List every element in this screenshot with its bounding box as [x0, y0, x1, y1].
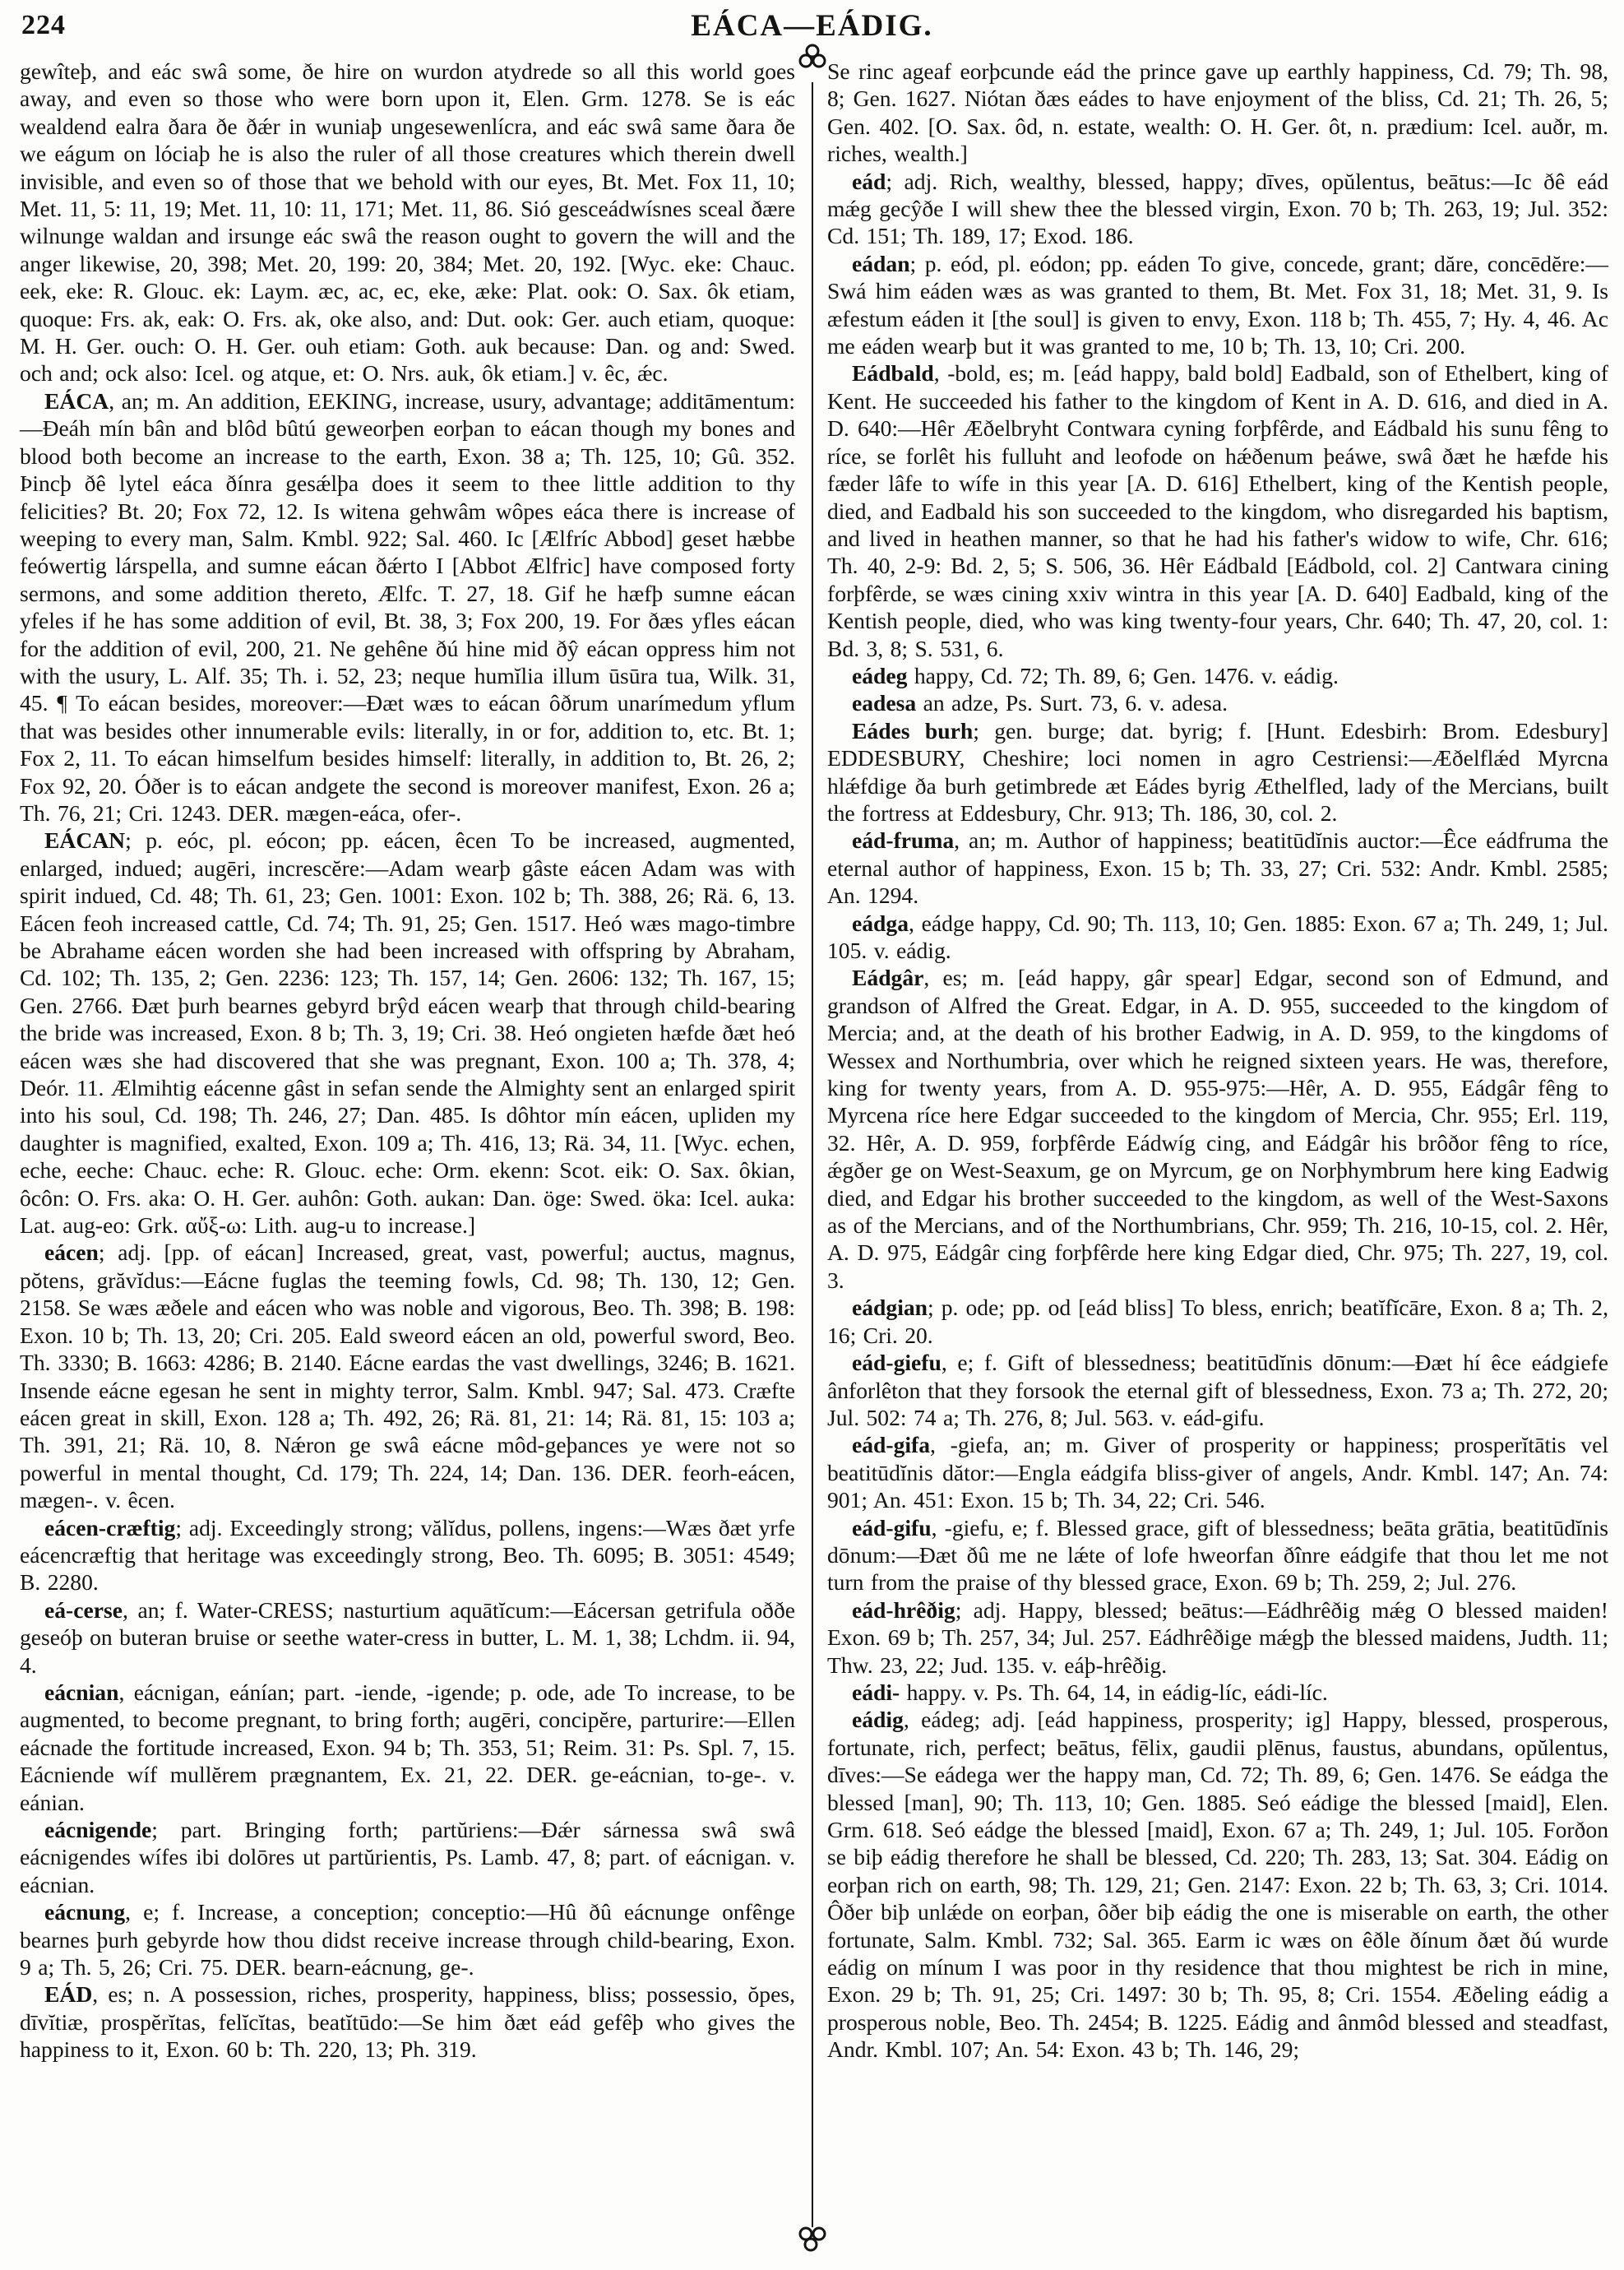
entry-body-text: , es; m. [eád happy, gâr spear] Edgar, second son of Edmund, and grandson of Alfred the Great. Edgar, in A. D. 955, succeeded to the kingdom of Mercia; and, at the death of his brother Eadwig, in A. D. 959, to the kingdoms of Wessex and Northumbria, over which he reigned sixteen years. He was, therefore, king for twenty years, from A. D. 955-975:—Hêr, A. D. 955, Eádgâr fêng to Myrcena ríce here Edgar succeeded to the kingdom of Mercia, Chr. 955; Erl. 119, 32. Hêr, A. D. 959, forþfêrde Eádwíg cing, and Eádgâr his brôðor fêng to ríce, ǽgðer ge on West-Seaxum, ge on Myrcum, ge on Norþhymbrum here king Eadwig died, and Edgar his brother succeeded to the kingdom, as well of the West-Saxons as of the Mercians, and of the Northumbrians, Chr. 959; Th. 216, 10-15, col. 2. Hêr, A. D. 975, Eádgâr cing forþfêrde here king Edgar died, Chr. 975; Th. 227, 19, col. 3.	[827, 965, 1608, 1293]
right-column	[827, 58, 1608, 2064]
entry-body-text: Se rinc ageaf eorþcunde eád the prince gave up earthly happiness, Cd. 79; Th. 98, 8; Gen. 1627. Niótan ðæs eádes to have enjoyment of the bliss, Cd. 21; Th. 26, 5; Gen. 402. [O. Sax. ôd, n. estate, wealth: O. H. Ger. ôt, n. prædium: Icel. auðr, m. riches, wealth.]	[827, 58, 1608, 167]
entry-body-text: , -giefa, an; m. Giver of prosperity or happiness; prosperĭtātis vel beatitūdĭnis dător:—Engla eádgifa bliss-giver of angels, Andr. Kmbl. 147; An. 74: 901; An. 451: Exon. 15 b; Th. 34, 22; Cri. 546.	[827, 1432, 1608, 1513]
continuation-paragraph	[827, 58, 1608, 168]
dictionary-entry	[827, 689, 1608, 716]
dictionary-entry	[827, 1294, 1608, 1349]
dictionary-entry	[20, 387, 795, 827]
headword: eádig	[852, 1707, 904, 1733]
headword: EÁD	[44, 1981, 93, 2008]
entry-body-text: , -giefu, e; f. Blessed grace, gift of blessedness; beāta grātia, beatitūdĭnis dōnum:—Ðæt ðû me ne lǽte of lofe hweorfan ðînre eádgife that thou let me not turn from the praise of thy blessed grace, Exon. 69 b; Th. 259, 2; Jul. 276.	[827, 1514, 1608, 1596]
entry-body-text: , eádge happy, Cd. 90; Th. 113, 10; Gen. 1885: Exon. 67 a; Th. 249, 1; Jul. 105. v. eádig.	[827, 910, 1608, 963]
dictionary-entry	[827, 1349, 1608, 1431]
entry-body-text: , an; m. An addition, EEKING, increase, usury, advantage; additāmentum:—Ðeáh mín bân and blôd bûtú geweorþen eorþan to eácan though my bones and blood both become an increase to the earth, Exon. 38 a; Th. 125, 10; Gû. 352. Þincþ ðê lytel eáca ðínra gesǽlþa does it seem to thee little addition to thy felicities? Bt. 20; Fox 72, 12. Is witena gehwâm wôpes eáca there is increase of weeping to every man, Salm. Kmbl. 922; Sal. 460. Ic [Ælfríc Abbod] geset hæbbe feówertig lárspella, and sumne eácan ðǽrto I [Abbot Ælfric] have composed forty sermons, and some addition thereto, Ælfc. T. 27, 18. Gif he hæfþ sumne eácan yfeles if he has some addition of evil, Bt. 38, 3; Fox 200, 19. For ðæs yfles eácan for the addition of evil, 200, 21. Ne gehêne ðú hine mid ðŷ eácan oppress him not with the usury, L. Alf. 35; Th. i. 52, 23; neque humĭlia illum ūsūra tua, Wilk. 31, 45. ¶ To eácan besides, moreover:—Ðæt wæs to eácan ôðrum unarímedum yflum that was besides other innumerable evils: literally, in or for, addition to, etc. Bt. 1; Fox 2, 11. To eácan himselfum besides himself: literally, in addition to, Bt. 26, 2; Fox 92, 20. Óðer is to eácan andgete the second is moreover manifest, Exon. 26 a; Th. 76, 21; Cri. 1243. DER. mægen-eáca, ofer-.	[20, 387, 795, 826]
dictionary-entry	[827, 1679, 1608, 1706]
dictionary-entry	[20, 1898, 795, 1980]
dictionary-entry	[827, 827, 1608, 909]
entry-body-text: , eádeg; adj. [eád happiness, prosperity; ig] Happy, blessed, prosperous, fortunate, rich, perfect; beātus, fēlix, gaudii plēnus, faustus, abundans, opŭlentus, dīves:—Se eádega wer the happy man, Cd. 72; Th. 89, 6; Gen. 1476. Se eádga the blessed [man], 90; Th. 113, 10; Gen. 1885. Seó eádige the blessed [maid], Elen. Grm. 618. Seó eádge the blessed [maid], Exon. 67 a; Th. 249, 1; Jul. 105. Forðon se biþ eádig therefore he shall be blessed, Cd. 220; Th. 283, 13; Sat. 304. Eádig on eorþan rich on earth, 98; Th. 129, 21; Gen. 2147: Exon. 22 b; Th. 63, 3; Cri. 1014. Ôðer biþ unlǽde on eorþan, ôðer biþ eádig the one is miserable on earth, the other fortunate, Salm. Kmbl. 732; Sal. 365. Earm ic wæs on êðle ðínum ðæt ðú wurde eádig on mínum I was poor in thy residence that thou mightest be rich in mine, Exon. 29 b; Th. 91, 25; Cri. 1497: 30 b; Th. 95, 8; Cri. 1554. Æðeling eádig a prosperous noble, Beo. Th. 2454; B. 1225. Eádig and ânmôd blessed and steadfast, Andr. Kmbl. 107; An. 54: Exon. 43 b; Th. 146, 29;	[827, 1707, 1608, 2063]
headword: eádga	[852, 910, 909, 936]
headword: Eádgâr	[852, 965, 924, 991]
continuation-paragraph	[20, 58, 795, 387]
entry-body-text: , es; n. A possession, riches, prosperity, happiness, bliss; possessio, ŏpes, dīvĭtiæ, prospĕrĭtas, felĭcĭtas, beatĭtūdo:—Se him ðæt eád gefêþ who gives the happiness to it, Exon. 60 b: Th. 220, 13; Ph. 319.	[20, 1981, 795, 2063]
dictionary-entry	[827, 168, 1608, 250]
dictionary-entry	[827, 964, 1608, 1294]
left-column	[20, 58, 795, 2064]
entry-body-text: happy, Cd. 72; Th. 89, 6; Gen. 1476. v. eádig.	[907, 662, 1339, 688]
entry-body-text: , -bold, es; m. [eád happy, bald bold] Eadbald, son of Ethelbert, king of Kent. He succeeded his father to the kingdom of Kent in A. D. 616, and died in A. D. 640:—Hêr Æðelbryht Contwara cyning forþfêrde, and Eádbald his sunu fêng to ríce, se forlêt his fulluht and leofode on hǽðenum þeáwe, swâ ðæt he hæfde his fæder lâfe to wífe in this year [A. D. 616] Ethelbert, king of the Kentish people, died, and Eadbald his son succeeded to the kingdom, who disregarded his baptism, and lived in heathen manner, so that he had his father's widow to wife, Chr. 616; Th. 40, 2-9: Bd. 2, 5; S. 506, 36. Hêr Eádbald [Eádbold, col. 2] Cantwara cining forþfêrde, se wæs cining xxiv wintra in this year [A. D. 640] Eadbald, king of the Kentish people, died, who was king twenty-four years, Chr. 640; Th. 47, 20, col. 1: Bd. 3, 8; S. 531, 6.	[827, 360, 1608, 661]
headword: EÁCAN	[44, 827, 126, 854]
entry-body-text: ; p. eóc, pl. eócon; pp. eácen, êcen To be increased, augmented, enlarged, indued; augēri, increscĕre:—Adam wearþ gâste eácen Adam was with spirit indued, Cd. 48; Th. 61, 23; Gen. 1001: Exon. 102 b; Th. 388, 26; Rä. 6, 13. Eácen feoh increased cattle, Cd. 74; Th. 91, 25; Gen. 1517. Heó wæs mago-timbre be Abrahame eácen worden she had been increased with offspring by Abraham, Cd. 102; Th. 135, 2; Gen. 2236: 123; Th. 157, 14; Gen. 2606: 132; Th. 167, 15; Gen. 2766. Ðæt þurh bearnes gebyrd brŷd eácen wearþ that through child-bearing the bride was increased, Exon. 8 b; Th. 3, 19; Cri. 38. Heó ongieten hæfde ðæt heó eácen wæs she had discovered that she was pregnant, Exon. 100 a; Th. 378, 4; Deór. 11. Ælmihtig eácenne gâst in sefan sende the Almighty sent an enlarged spirit into his soul, Cd. 198; Th. 246, 27; Dan. 485. Is dôhtor mín eácen, upliden my daughter is magnified, exalted, Exon. 109 a; Th. 416, 13; Rä. 34, 11. [Wyc. echen, eche, eeche: Chauc. eche: R. Glouc. eche: Orm. ekenn: Scot. eik: O. Sax. ôkian, ôcôn: O. Frs. aka: O. H. Ger. auhôn: Goth. aukan: Dan. öge: Swed. öka: Icel. auka: Lat. aug-eo: Grk. αὔξ-ω: Lith. aug-u to increase.]	[20, 827, 795, 1239]
entry-body-text: ; adj. [pp. of eácan] Increased, great, vast, powerful; auctus, magnus, pŏtens, grăvĭdus:—Eácne fuglas the teeming fowls, Cd. 98; Th. 130, 12; Gen. 2158. Se wæs æðele and eácen who was noble and vigorous, Beo. Th. 398; B. 198: Exon. 10 b; Th. 13, 20; Cri. 205. Eald sweord eácen an old, powerful sword, Beo. Th. 3330; B. 1663: 4286; B. 2140. Eácne eardas the vast dwellings, 3246; B. 1621. Insende eácne egesan he sent in mighty terror, Salm. Kmbl. 947; Sal. 473. Cræfte eácen great in skill, Exon. 128 a; Th. 492, 26; Rä. 81, 21: 14; Rä. 81, 15: 103 a; Th. 391, 21; Rä. 10, 8. Nǽron ge swâ eácne môd-geþances ye were not so powerful in mental thought, Cd. 179; Th. 224, 14; Dan. 136. DER. feorh-eácen, mægen-. v. êcen.	[20, 1239, 795, 1513]
headword: eád-fruma	[852, 827, 955, 854]
headword: eád-giefu	[852, 1350, 942, 1376]
entry-body-text: ; part. Bringing forth; partŭriens:—Ðǽr sárnessa swâ swâ eácnigendes wífes ibi dolōres ut partŭrientis, Ps. Lamb. 47, 8; part. of eácnigan. v. eácnian.	[20, 1817, 795, 1897]
dictionary-entry	[827, 662, 1608, 689]
headword: eádi-	[852, 1679, 900, 1705]
page-header-title: EÁCA—EÁDIG.	[691, 9, 933, 43]
headword: eácen	[44, 1239, 99, 1266]
dictionary-entry	[20, 1596, 795, 1679]
dictionary-entry	[827, 1431, 1608, 1513]
dictionary-entry	[20, 1514, 795, 1596]
dictionary-entry	[827, 1596, 1608, 1679]
entry-body-text: , eácnigan, eánían; part. -iende, -igende; p. ode, ade To increase, to be augmented, to become pregnant, to bring forth; augēri, concipĕre, parturire:—Ellen eácnade the fortitude increased, Exon. 94 b; Th. 353, 51; Reim. 31: Ps. Spl. 7, 15. Eácniende wíf mullĕrem prægnantem, Ex. 21, 22. DER. ge-eácnian, to-ge-. v. eánian.	[20, 1679, 795, 1815]
dictionary-entry	[20, 827, 795, 1239]
dictionary-entry	[827, 359, 1608, 661]
entry-body-text: ; p. ode; pp. od [eád bliss] To bless, enrich; beatĭfĭcāre, Exon. 8 a; Th. 2, 16; Cri. 20.	[827, 1295, 1608, 1348]
headword: eádeg	[852, 662, 908, 688]
headword: Eádbald	[852, 360, 934, 387]
headword: eadesa	[852, 690, 917, 716]
entry-body-text: , an; m. Author of happiness; beatitūdĭnis auctor:—Êce eádfruma the eternal author of happiness, Exon. 15 b; Th. 33, 27; Cri. 532: Andr. Kmbl. 2585; An. 1294.	[827, 827, 1608, 909]
headword: eád-gifa	[852, 1432, 931, 1458]
entry-body-text: gewîteþ, and eác swâ some, ðe hire on wurdon atydrede so all this world goes away, and even so those who were born upon it, Elen. Grm. 1278. Se is eác wealdend ealra ðara ðe ðǽr in wuniaþ ungesewenlícra, and eác swâ same ðara ðe we eágum on lóciaþ he is also the ruler of all those creatures which therein dwell invisible, and even so of those that we behold with our eyes, Bt. Met. Fox 11, 10; Met. 11, 5: 11, 19; Met. 11, 10: 11, 171; Met. 11, 86. Sió gesceádwísnes sceal ðære wilnunge waldan and irsunge eác swâ the reason ought to govern the will and the anger likewise, 20, 398; Met. 20, 199: 20, 384; Met. 20, 192. [Wyc. eke: Chauc. eek, eke: R. Glouc. ek: Laym. æc, ac, ec, eke, æke: Plat. ook: O. Sax. ôk etiam, quoque: Frs. ak, eak: O. Frs. ak, oke also, and: Dut. ook: Ger. auch etiam, quoque: M. H. Ger. ouch: O. H. Ger. ouh etiam: Goth. auk because: Dan. og and: Swed. och and; ock also: Icel. og atque, et: O. Nrs. auk, ôk etiam.] v. êc, ǽc.	[20, 58, 795, 387]
dictionary-entry	[20, 1980, 795, 2063]
dictionary-entry	[20, 1239, 795, 1513]
entry-body-text: ; adj. Rich, wealthy, blessed, happy; dīves, opŭlentus, beātus:—Ic ðê eád mǽg gecŷðe I will shew thee the blessed virgin, Exon. 70 b; Th. 263, 19; Jul. 352: Cd. 151; Th. 189, 17; Exod. 186.	[827, 168, 1608, 249]
headword: eácen-cræftig	[44, 1514, 176, 1540]
headword: eádan	[852, 250, 910, 276]
page-number: 224	[21, 10, 66, 40]
headword: eád-hrêðig	[852, 1596, 955, 1623]
entry-body-text: , e; f. Gift of blessedness; beatitūdĭnis dōnum:—Ðæt hí êce eádgiefe ânforlêton that they forsook the eternal gift of blessedness, Exon. 73 a; Th. 272, 20; Jul. 502: 74 a; Th. 276, 8; Jul. 563. v. eád-gifu.	[827, 1350, 1608, 1430]
entry-body-text: ; adj. Happy, blessed; beātus:—Eádhrêðig mǽg O blessed maiden! Exon. 69 b; Th. 257, 34; Jul. 257. Eádhrêðige mǽgþ the blessed maidens, Judth. 11; Thw. 23, 22; Jud. 135. v. eáþ-hrêðig.	[827, 1596, 1608, 1678]
headword: Eádes burh	[852, 717, 974, 744]
dictionary-entry	[827, 1706, 1608, 2063]
headword: eádgian	[852, 1295, 928, 1321]
trefoil-ornament-icon	[794, 2222, 831, 2255]
entry-body-text: ; gen. burge; dat. byrig; f. [Hunt. Edesbirh: Brom. Edesbury] EDDESBURY, Cheshire; loci nomen in agro Cestriensi:—Æðelflǽd Myrcna hlǽfdige ða burh getimbrede æt Eádes byrig Æthelfled, lady of the Mercians, built the fortress at Eddesbury, Chr. 913; Th. 186, 30, col. 2.	[827, 717, 1608, 826]
headword: EÁCA	[44, 387, 109, 414]
entry-body-text: , an; f. Water-CRESS; nasturtium aquātĭcum:—Eácersan getrifula oððe geseóþ on buteran bruise or seethe water-cress in butter, L. M. 1, 38; Lchdm. ii. 94, 4.	[20, 1596, 795, 1678]
headword: eád	[852, 168, 886, 194]
headword: eácnung	[44, 1899, 126, 1925]
column-divider-rule	[812, 82, 813, 2227]
entry-body-text: , e; f. Increase, a conception; conceptio:—Hû ðû eácnunge onfênge bearnes þurh gebyrde how thou didst receive increase through child-bearing, Exon. 9 a; Th. 5, 26; Cri. 75. DER. bearn-eácnung, ge-.	[20, 1899, 795, 1980]
entry-body-text: ; adj. Exceedingly strong; vălĭdus, pollens, ingens:—Wæs ðæt yrfe eácencræftig that heritage was exceedingly strong, Beo. Th. 6095; B. 3051: 4549; B. 2280.	[20, 1514, 795, 1596]
headword: eácnian	[44, 1679, 119, 1705]
entry-body-text: an adze, Ps. Surt. 73, 6. v. adesa.	[916, 690, 1228, 716]
headword: eá-cerse	[44, 1596, 123, 1623]
entry-body-text: ; p. eód, pl. eódon; pp. eáden To give, concede, grant; dăre, concēdĕre:—Swá him eáden wæs as was granted to them, Bt. Met. Fox 31, 18; Met. 31, 9. Is æfestum eáden it [the soul] is given to envy, Exon. 118 b; Th. 455, 7; Hy. 4, 46. Ac me eáden wearþ but it was granted to me, 10 b; Th. 13, 10; Cri. 200.	[827, 250, 1608, 359]
dictionary-entry	[827, 1514, 1608, 1596]
dictionary-entry	[20, 1816, 795, 1898]
headword: eád-gifu	[852, 1514, 932, 1540]
dictionary-entry	[827, 250, 1608, 360]
dictionary-entry	[827, 717, 1608, 827]
dictionary-entry	[827, 910, 1608, 965]
headword: eácnigende	[44, 1817, 152, 1842]
dictionary-entry	[20, 1679, 795, 1816]
trefoil-ornament-icon	[794, 43, 831, 76]
entry-body-text: happy. v. Ps. Th. 64, 14, in eádig-líc, eádi-líc.	[900, 1679, 1328, 1705]
